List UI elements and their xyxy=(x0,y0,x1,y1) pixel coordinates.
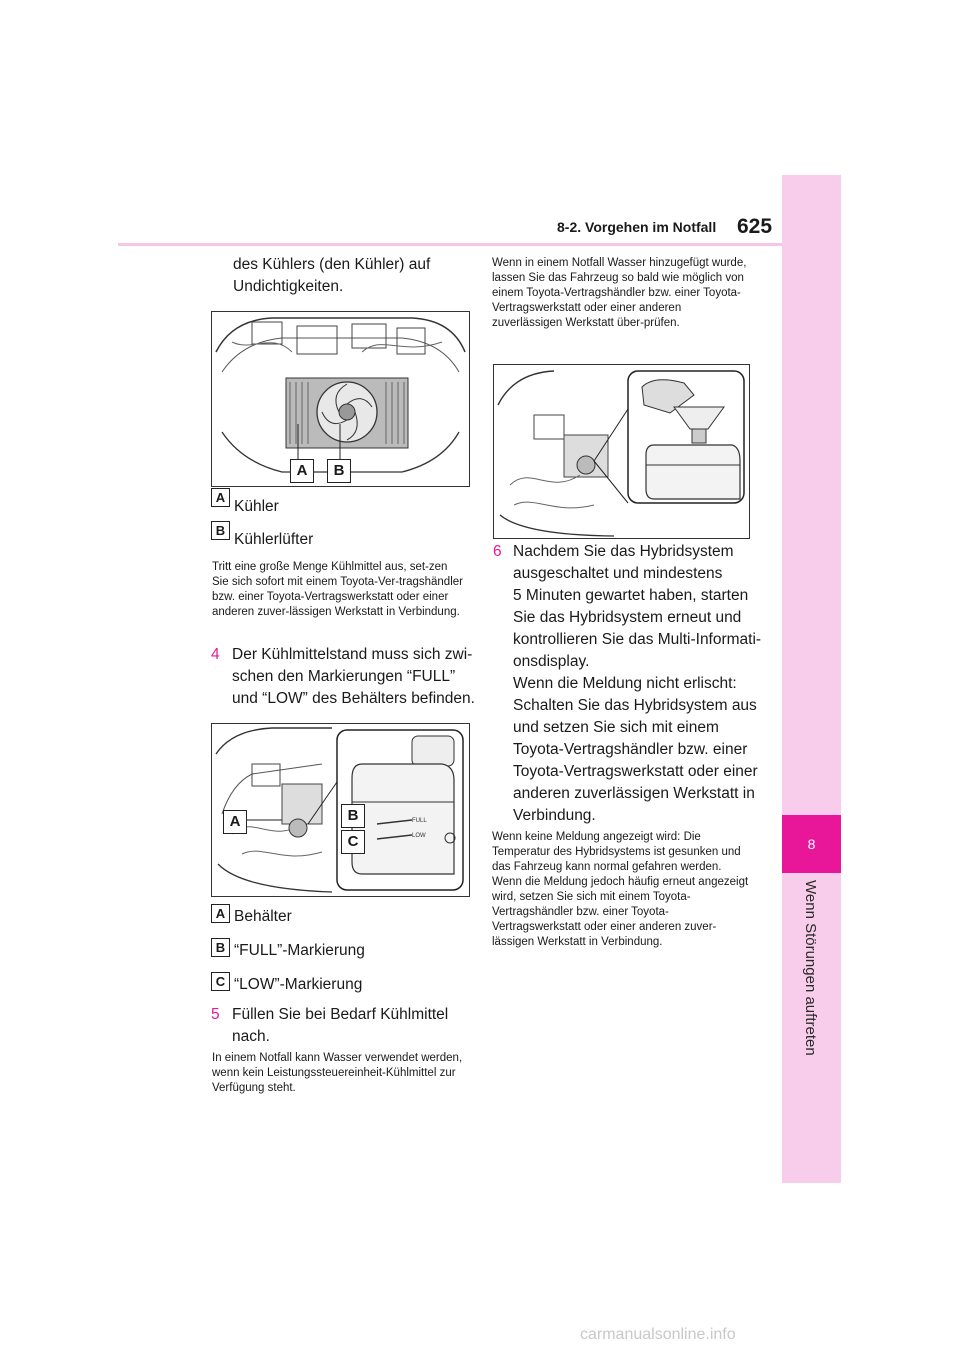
step6-line-1: Nachdem Sie das Hybridsystem xyxy=(513,543,734,560)
refill-figure xyxy=(493,364,750,539)
step4-line-1: Der Kühlmittelstand muss sich zwi- xyxy=(232,646,473,663)
note-water: In einem Notfall kann Wasser verwendet werden, wenn kein Leistungssteuereinheit-Kühlmittel zur Verfügung steht. xyxy=(212,1052,463,1094)
step4-number: 4 xyxy=(211,646,220,663)
header-rule xyxy=(118,243,782,246)
step6-line-7: Wenn die Meldung nicht erlischt: xyxy=(513,675,737,692)
step5-number: 5 xyxy=(211,1006,220,1023)
step6-line-5: kontrollieren Sie das Multi-Informati- xyxy=(513,631,762,648)
section-title: 8-2. Vorgehen im Notfall xyxy=(557,219,717,235)
step6-line-3: 5 Minuten gewartet haben, starten xyxy=(513,587,749,604)
radiator-figure xyxy=(211,311,470,487)
note-no-message: Wenn keine Meldung angezeigt wird: Die Temperatur des Hybridsystems ist gesunken und das Fahrzeug kann normal gefahren werden. Wenn die Meldung jedoch häufig erneut angezeigt wird, setzen Sie sich mit einem Toyota-Vertragshändler bzw. einer Toyota-Vertragswerkstatt oder einer anderen zuver-lässigen Werkstatt in Verbindung. xyxy=(492,831,749,948)
figure2-label-c: C xyxy=(341,830,365,854)
step6-number: 6 xyxy=(493,543,502,560)
note-leak: Tritt eine große Menge Kühlmittel aus, set-zen Sie sich sofort mit einem Toyota-Ver-tragshändler bzw. einer Toyota-Vertragswerkstatt oder einer anderen zuver-lässigen Werkstatt in Verbindung. xyxy=(212,561,463,618)
figure1-label-b: B xyxy=(327,459,351,483)
full-mark-text: FULL xyxy=(412,818,427,824)
intro-line-1: des Kühlers (den Kühler) auf xyxy=(233,256,431,273)
step6-line-8: Schalten Sie das Hybridsystem aus xyxy=(513,697,757,714)
step5-line-1: Füllen Sie bei Bedarf Kühlmittel xyxy=(232,1006,449,1023)
legend2-a-box: A xyxy=(211,904,230,923)
watermark: carmanualsonline.info xyxy=(580,1326,736,1343)
chapter-title-vertical: Wenn Störungen auftreten xyxy=(802,880,819,1056)
figure2-label-a: A xyxy=(223,810,247,834)
chapter-number-tab[interactable]: 8 xyxy=(782,815,841,873)
step6-line-10: Toyota-Vertragshändler bzw. einer xyxy=(513,741,748,758)
reservoir-figure xyxy=(211,723,470,897)
figure2-label-b: B xyxy=(341,804,365,828)
legend2-b-text: “FULL”-Markierung xyxy=(234,942,365,959)
refill-illustration xyxy=(494,365,749,538)
page-number: 625 xyxy=(737,215,773,238)
step6-line-2: ausgeschaltet und mindestens xyxy=(513,565,723,582)
step4-line-3: und “LOW” des Behälters befinden. xyxy=(232,690,475,707)
step6-line-6: onsdisplay. xyxy=(513,653,590,670)
step5-line-2: nach. xyxy=(232,1028,270,1045)
step6-line-11: Toyota-Vertragswerkstatt oder einer xyxy=(513,763,758,780)
step4-line-2: schen den Markierungen “FULL” xyxy=(232,668,456,685)
legend2-c-box: C xyxy=(211,972,230,991)
legend1-b-text: Kühlerlüfter xyxy=(234,531,314,548)
note-water-check: Wenn in einem Notfall Wasser hinzugefügt wurde, lassen Sie das Fahrzeug so bald wie möglich von einem Toyota-Vertragshändler bzw. einer Toyota-Vertragswerkstatt oder einer anderen zuverlässigen Werkstatt über-prüfen. xyxy=(492,257,747,329)
step6-line-4: Sie das Hybridsystem erneut und xyxy=(513,609,742,626)
legend1-a-text: Kühler xyxy=(234,498,279,515)
step6-line-12: anderen zuverlässigen Werkstatt in xyxy=(513,785,755,802)
low-mark-text: LOW xyxy=(412,833,426,839)
step6-line-13: Verbindung. xyxy=(513,807,596,824)
legend2-c-text: “LOW”-Markierung xyxy=(234,976,363,993)
legend2-b-box: B xyxy=(211,938,230,957)
legend1-b-box: B xyxy=(211,521,230,540)
intro-line-2: Undichtigkeiten. xyxy=(233,278,344,295)
legend2-a-text: Behälter xyxy=(234,908,292,925)
step6-line-9: und setzen Sie sich mit einem xyxy=(513,719,719,736)
figure1-label-a: A xyxy=(290,459,314,483)
legend1-a-box: A xyxy=(211,488,230,507)
